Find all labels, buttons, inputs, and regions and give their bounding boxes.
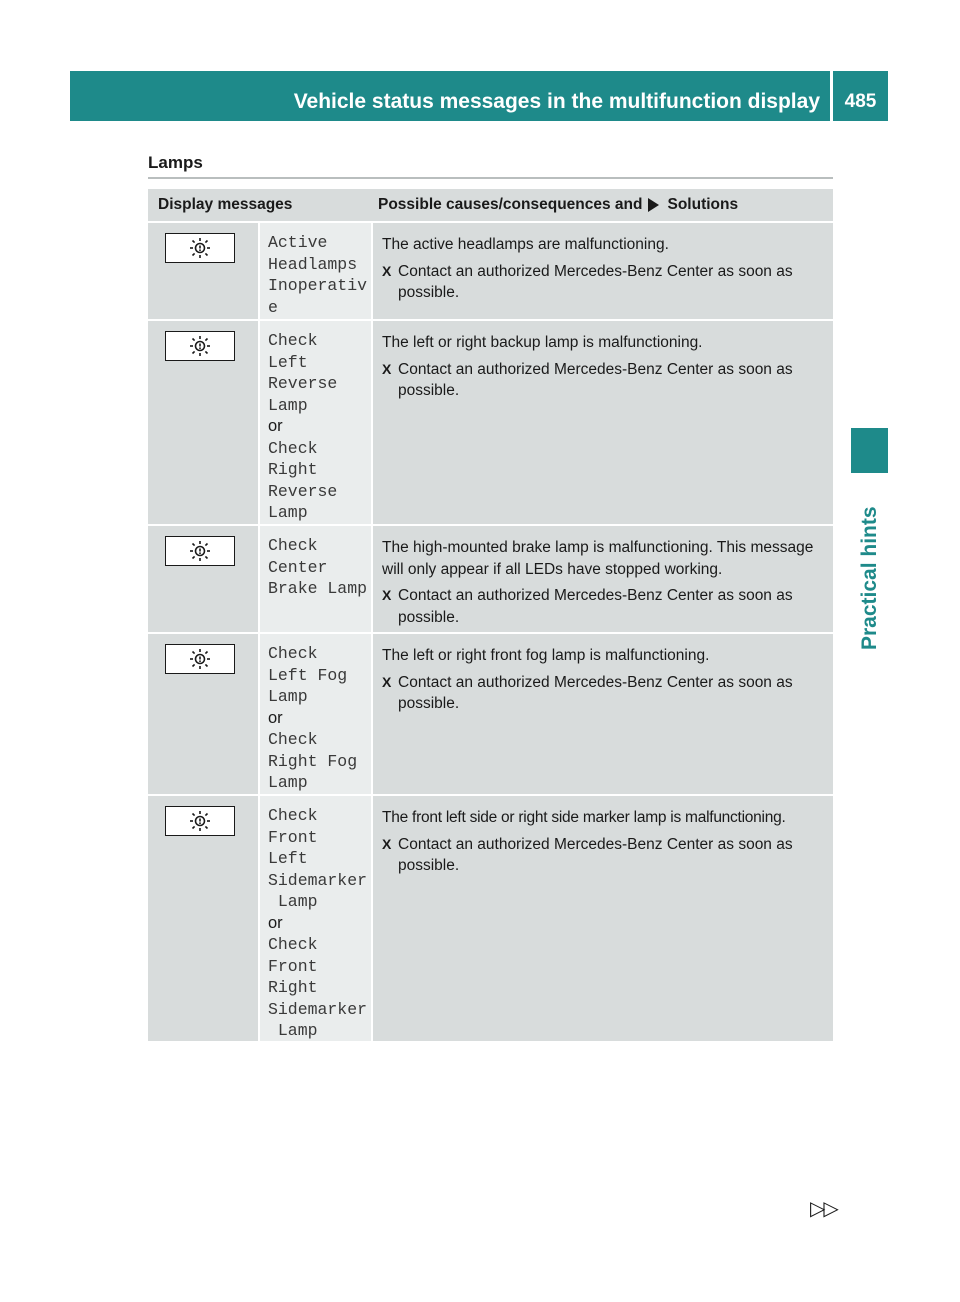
solution-item — [382, 359, 829, 402]
section-divider — [148, 177, 833, 179]
solution-cell — [373, 526, 833, 632]
table-row — [148, 634, 833, 794]
continue-arrows-icon: ▷▷ — [810, 1198, 837, 1220]
table-header — [148, 189, 833, 221]
column-header-solutions-text: Solutions — [667, 196, 739, 213]
display-message — [260, 634, 371, 794]
message-line: Right Fog — [268, 751, 358, 771]
solution-item — [382, 834, 829, 877]
column-header-causes-text: Possible causes/consequences and — [378, 196, 643, 213]
side-tab-label: Practical hints — [858, 506, 881, 650]
message-line: Check — [268, 438, 318, 458]
message-line: Check — [268, 935, 318, 954]
message-line: Lamp — [268, 1021, 318, 1040]
solution-text: Contact an authorized Mercedes-Benz Center as soon as possible. — [398, 262, 793, 301]
lamp-icon — [165, 331, 235, 361]
lamp-icon — [165, 806, 235, 836]
table-row — [148, 223, 833, 319]
message-line: Sidemarker — [268, 999, 368, 1019]
message-line: Front — [268, 827, 318, 847]
cause-text: The front left side or right side marker lamp is malfunctioning. — [382, 809, 786, 826]
display-message — [260, 223, 371, 319]
action-x-icon: X — [382, 587, 392, 603]
or-separator: or — [268, 708, 283, 727]
message-line: Lamp — [268, 892, 318, 911]
message-line: Lamp — [268, 687, 308, 706]
message-line: Check — [268, 644, 318, 663]
or-separator: or — [268, 417, 283, 435]
lamp-icon — [165, 536, 235, 566]
column-header-display-messages: Display messages — [158, 196, 293, 213]
table-row — [148, 526, 833, 632]
message-line: Left — [268, 849, 308, 868]
side-tab-marker — [851, 428, 888, 473]
message-line: Headlamps — [268, 254, 358, 274]
message-line: Left Fog — [268, 665, 348, 685]
icon-cell — [148, 796, 258, 1041]
cause-text: The high-mounted brake lamp is malfunctioning. This message will only appear if all LEDs have stopped working. — [382, 539, 814, 578]
action-x-icon: X — [382, 262, 392, 279]
display-message — [260, 526, 371, 632]
icon-cell — [148, 526, 258, 632]
solution-text: Contact an authorized Mercedes-Benz Center as soon as possible. — [398, 673, 793, 712]
icon-cell — [148, 223, 258, 319]
message-line: Check — [268, 331, 318, 350]
table-row — [148, 796, 833, 1041]
table-row — [148, 321, 833, 524]
message-line: Center — [268, 557, 328, 577]
solution-cell — [373, 321, 833, 524]
lamp-icon — [165, 644, 235, 674]
solution-cell — [373, 223, 833, 319]
solution-item — [382, 261, 829, 304]
message-line: Right — [268, 460, 318, 479]
solution-cell — [373, 796, 833, 1041]
solution-item — [382, 585, 829, 628]
icon-cell — [148, 634, 258, 794]
solution-cell — [373, 634, 833, 794]
cause-text: The left or right backup lamp is malfunctioning. — [382, 334, 703, 351]
action-x-icon: X — [382, 835, 392, 852]
solution-text: Contact an authorized Mercedes-Benz Center as soon as possible. — [398, 587, 793, 626]
solution-text: Contact an authorized Mercedes-Benz Center as soon as possible. — [398, 360, 793, 399]
solution-item — [382, 672, 829, 715]
column-header-solutions — [369, 196, 833, 214]
cause-text: The active headlamps are malfunctioning. — [382, 236, 669, 253]
message-line: Right — [268, 978, 318, 997]
play-arrow-icon — [648, 198, 659, 212]
message-line: Reverse — [268, 374, 338, 393]
lamp-icon — [165, 233, 235, 263]
lamps-table — [148, 189, 833, 1041]
message-line: Inoperativ — [268, 276, 368, 295]
cause-text: The left or right front fog lamp is malfunctioning. — [382, 647, 710, 664]
action-x-icon: X — [382, 673, 392, 690]
message-line: Lamp — [268, 395, 308, 415]
or-separator: or — [268, 913, 283, 932]
message-line: Reverse — [268, 481, 338, 501]
action-x-icon: X — [382, 360, 392, 377]
message-line: Front — [268, 956, 318, 976]
message-line: Brake Lamp — [268, 579, 368, 598]
message-line: Check — [268, 536, 318, 555]
message-line: Sidemarker — [268, 870, 368, 890]
icon-cell — [148, 321, 258, 524]
display-message — [260, 796, 371, 1041]
page-title: Vehicle status messages in the multifunction display — [293, 90, 820, 113]
section-title: Lamps — [148, 153, 203, 172]
message-line: Lamp — [268, 773, 308, 792]
solution-text: Contact an authorized Mercedes-Benz Center as soon as possible. — [398, 835, 793, 874]
message-line: Left — [268, 352, 308, 372]
page-number: 485 — [844, 91, 877, 112]
display-message — [260, 321, 371, 524]
message-line: e — [268, 297, 278, 317]
message-line: Check — [268, 730, 318, 749]
message-line: Check — [268, 806, 318, 825]
message-line: Lamp — [268, 503, 308, 522]
message-line: Active — [268, 233, 328, 252]
